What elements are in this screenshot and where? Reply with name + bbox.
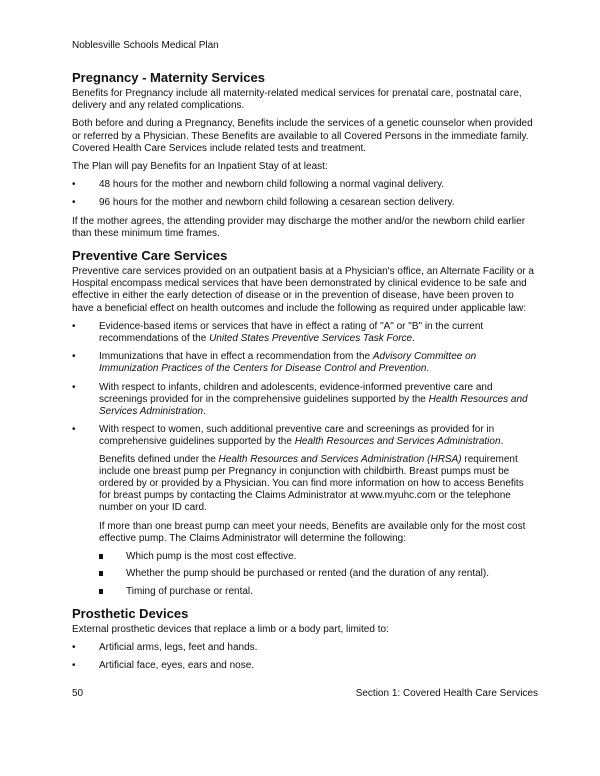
maternity-paragraph-3: The Plan will pay Benefits for an Inpatient Stay of at least: <box>72 161 328 173</box>
bullet-icon: • <box>72 320 76 332</box>
list-item-text: Timing of purchase or rental. <box>126 585 253 597</box>
maternity-bullet-list <box>72 179 538 209</box>
list-item-text: With respect to women, such additional preventive care and screenings as provided for in comprehensive guidelines supported by the <box>99 424 495 448</box>
citation-italic: United States Preventive Services Task Force <box>209 333 413 345</box>
bullet-icon: • <box>72 424 76 436</box>
maternity-paragraph-4: If the mother agrees, the attending provider may discharge the mother and/or the newborn child earlier than these minimum time frames. <box>72 215 526 239</box>
list-item <box>99 551 538 563</box>
sub-text-end: requirement include one breast pump per Pregnancy in conjunction with childbirth. Breast pumps must be ordered by or provided by a Physician. You can find more information on how to access Benefits for breast pumps by contacting the Claims Administrator at www.myuhc.com or the telephone number on your ID card. <box>99 453 524 514</box>
preventive-heading: Preventive Care Services <box>72 248 228 264</box>
citation-italic: Health Resources and Services Administration <box>294 436 501 448</box>
square-bullet-icon <box>99 554 103 559</box>
bullet-icon: • <box>72 179 76 191</box>
citation-italic: Advisory Committee on Immunization Practices of the Centers for Disease Control and Prevention <box>99 351 477 375</box>
preventive-paragraph-1: Preventive care services provided on an outpatient basis at a Physician's office, an Alternate Facility or a Hospital encompass medical services that have been demonstrated by clinical evidence to be safe and effective in either the early detection of disease or in the prevention of disease, have been proven to have a beneficial effect on health outcomes and include the following as required under applicable law: <box>72 266 534 314</box>
citation-italic: Health Resources and Services Administration <box>99 393 528 418</box>
page-header: Noblesville Schools Medical Plan <box>72 40 219 51</box>
maternity-paragraph-1: Benefits for Pregnancy include all maternity-related medical services for prenatal care, postnatal care, delivery and any related complications. <box>72 88 522 112</box>
list-item <box>72 179 538 191</box>
list-item-text: Which pump is the most cost effective. <box>126 551 297 563</box>
list-item <box>99 586 538 598</box>
page-content <box>72 64 538 678</box>
list-item <box>72 321 538 345</box>
list-item-text: Artificial face, eyes, ears and nose. <box>99 660 255 672</box>
list-item-text-end: . <box>500 436 504 448</box>
maternity-heading: Pregnancy - Maternity Services <box>72 70 265 85</box>
list-item-text-end: . <box>412 333 415 345</box>
cost-effective-paragraph: If more than one breast pump can meet your needs, Benefits are available only for the most cost effective pump. The Claims Administrator will determine the following: <box>99 520 526 544</box>
bullet-icon: • <box>72 641 76 653</box>
bullet-icon: • <box>72 197 76 209</box>
page-footer <box>72 688 538 700</box>
list-item-text: Immunizations that have in effect a recommendation from the <box>99 351 373 363</box>
list-item-text-end: . <box>426 363 430 375</box>
citation-italic: Health Resources and Services Administration (HRSA) <box>218 453 462 465</box>
footer-section-title: Section 1: Covered Health Care Services <box>355 688 538 699</box>
prosthetic-bullet-list <box>72 642 538 672</box>
pump-criteria-list <box>99 551 538 598</box>
preventive-bullet-list <box>72 321 538 598</box>
list-item <box>72 351 538 375</box>
list-item <box>72 660 538 672</box>
list-item-text: Evidence-based items or services that have in effect a rating of "A" or "B" in the current recommendations of the <box>99 320 484 345</box>
page-number: 50 <box>72 688 84 699</box>
list-item-text-end: . <box>203 406 206 418</box>
list-item-text: Artificial arms, legs, feet and hands. <box>99 641 258 653</box>
square-bullet-icon <box>99 589 103 594</box>
list-item <box>99 568 538 580</box>
bullet-icon: • <box>72 351 76 363</box>
list-item <box>72 424 538 597</box>
prosthetic-paragraph-1: External prosthetic devices that replace a limb or a body part, limited to: <box>72 623 389 635</box>
sub-text: Benefits defined under the <box>99 453 219 465</box>
bullet-icon: • <box>72 381 76 393</box>
list-item-text: 48 hours for the mother and newborn child following a normal vaginal delivery. <box>99 179 445 191</box>
square-bullet-icon <box>99 571 103 576</box>
bullet-icon: • <box>72 660 76 672</box>
list-item <box>72 382 538 419</box>
maternity-paragraph-2: Both before and during a Pregnancy, Benefits include the services of a genetic counselor when provided or referred by a Physician. These Benefits are available to all Covered Persons in the immediate family. Covered Health Care Services include related tests and treatment. <box>72 118 533 154</box>
list-item-text: With respect to infants, children and adolescents, evidence-informed preventive care and screenings provided for in the comprehensive guidelines supported by the <box>99 381 493 405</box>
list-item-text: 96 hours for the mother and newborn child following a cesarean section delivery. <box>99 197 455 209</box>
list-item-text: Whether the pump should be purchased or rented (and the duration of any rental). <box>126 568 490 580</box>
list-item <box>72 197 538 209</box>
breast-pump-paragraph <box>99 454 538 515</box>
list-item <box>72 642 538 654</box>
prosthetic-heading: Prosthetic Devices <box>72 605 189 621</box>
